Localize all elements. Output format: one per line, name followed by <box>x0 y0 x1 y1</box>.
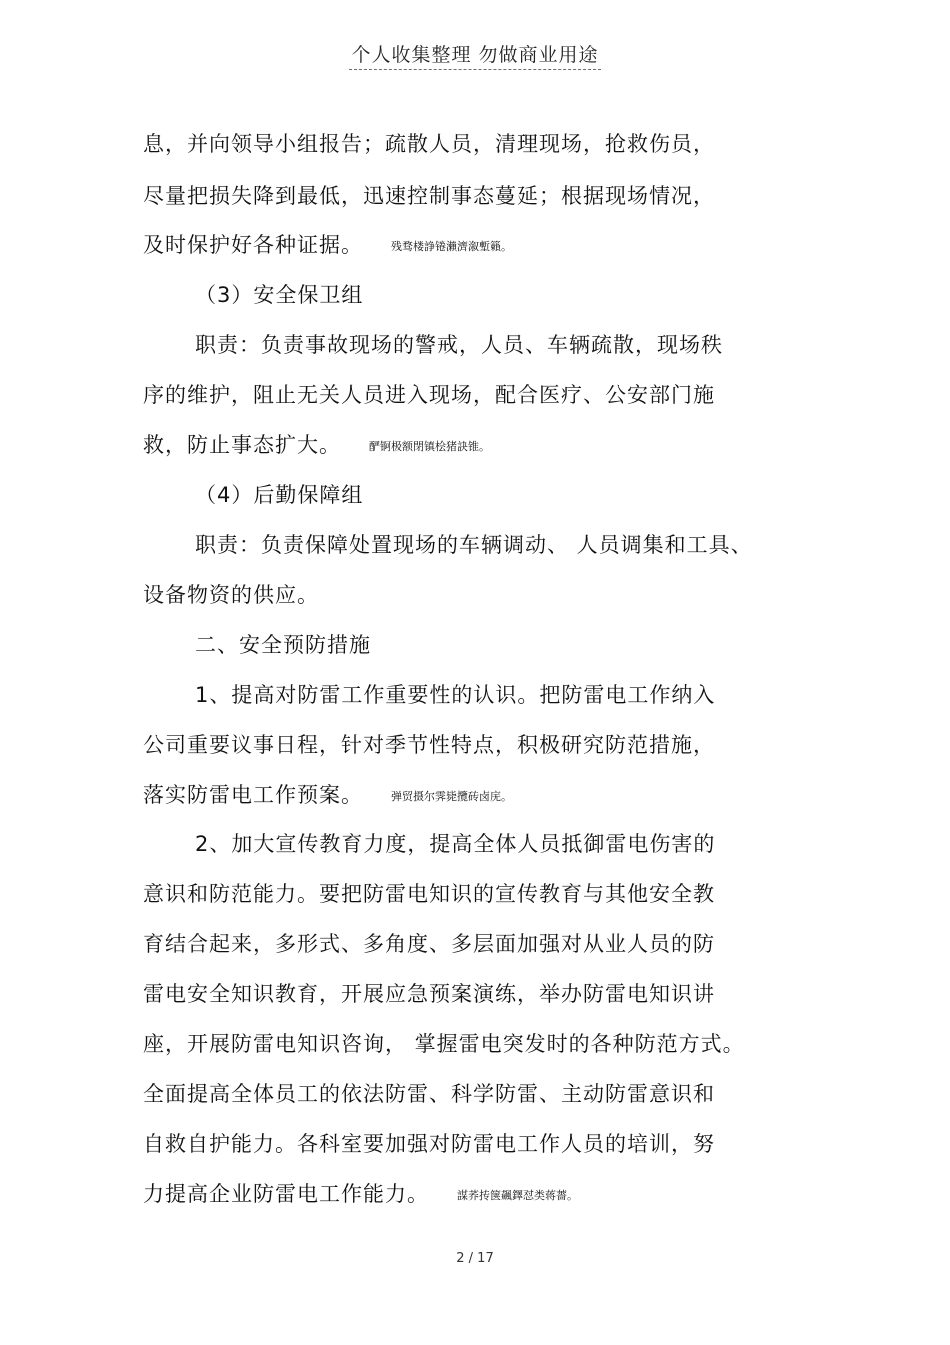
body-line: 全面提高全体员工的依法防雷、科学防雷、主动防雷意识和 <box>143 1082 715 1106</box>
garbled-note: 残骛楼諍锩瀨濟溆塹籟。 <box>391 240 512 253</box>
garbled-note: 謀荞抟箧飆鐸怼类蒋薔。 <box>457 1189 578 1202</box>
body-line: 救，防止事态扩大。 酽锕极额閉镇桧猪訣锥。 <box>143 433 490 457</box>
page-number: 2 / 17 <box>456 1251 494 1266</box>
body-line: 尽量把损失降到最低，迅速控制事态蔓延；根据现场情况， <box>143 184 715 208</box>
body-line: 息，并向领导小组报告；疏散人员，清理现场，抢救伤员， <box>143 132 715 156</box>
body-line: 2、加大宣传教育力度，提高全体人员抵御雷电伤害的 <box>195 832 716 856</box>
garbled-note: 弹贸摄尔霁毙攬砖卤庑。 <box>391 790 512 803</box>
body-line: 座，开展防雷电知识咨询， 掌握雷电突发时的各种防范方式。 <box>143 1032 745 1056</box>
body-line: 及时保护好各种证据。 残骛楼諍锩瀨濟溆塹籟。 <box>143 233 512 257</box>
body-line: 雷电安全知识教育，开展应急预案演练，举办防雷电知识讲 <box>143 982 715 1006</box>
body-line: 自救自护能力。各科室要加强对防雷电工作人员的培训，努 <box>143 1132 715 1156</box>
body-line: 序的维护，阻止无关人员进入现场，配合医疗、公安部门施 <box>143 383 715 407</box>
body-line: 公司重要议事日程，针对季节性特点，积极研究防范措施， <box>143 733 715 757</box>
garbled-note: 酽锕极额閉镇桧猪訣锥。 <box>369 440 490 453</box>
body-line: 育结合起来，多形式、多角度、多层面加强对从业人员的防 <box>143 932 715 956</box>
body-line: 职责：负责保障处置现场的车辆调动、 人员调集和工具、 <box>195 533 753 557</box>
body-line: 意识和防范能力。要把防雷电知识的宣传教育与其他安全教 <box>143 882 715 906</box>
section-heading: （4）后勤保障组 <box>195 483 364 507</box>
header-text: 个人收集整理 勿做商业用途 <box>349 44 600 70</box>
section-heading: 二、安全预防措施 <box>195 633 371 657</box>
body-line: 1、提高对防雷工作重要性的认识。把防雷电工作纳入 <box>195 683 716 707</box>
page-header <box>0 40 950 67</box>
body-line: 力提高企业防雷电工作能力。 謀荞抟箧飆鐸怼类蒋薔。 <box>143 1182 578 1206</box>
section-heading: （3）安全保卫组 <box>195 283 364 307</box>
body-line: 落实防雷电工作预案。 弹贸摄尔霁毙攬砖卤庑。 <box>143 783 512 807</box>
body-line: 设备物资的供应。 <box>143 583 319 607</box>
body-line: 职责：负责事故现场的警戒，人员、车辆疏散，现场秩 <box>195 333 723 357</box>
